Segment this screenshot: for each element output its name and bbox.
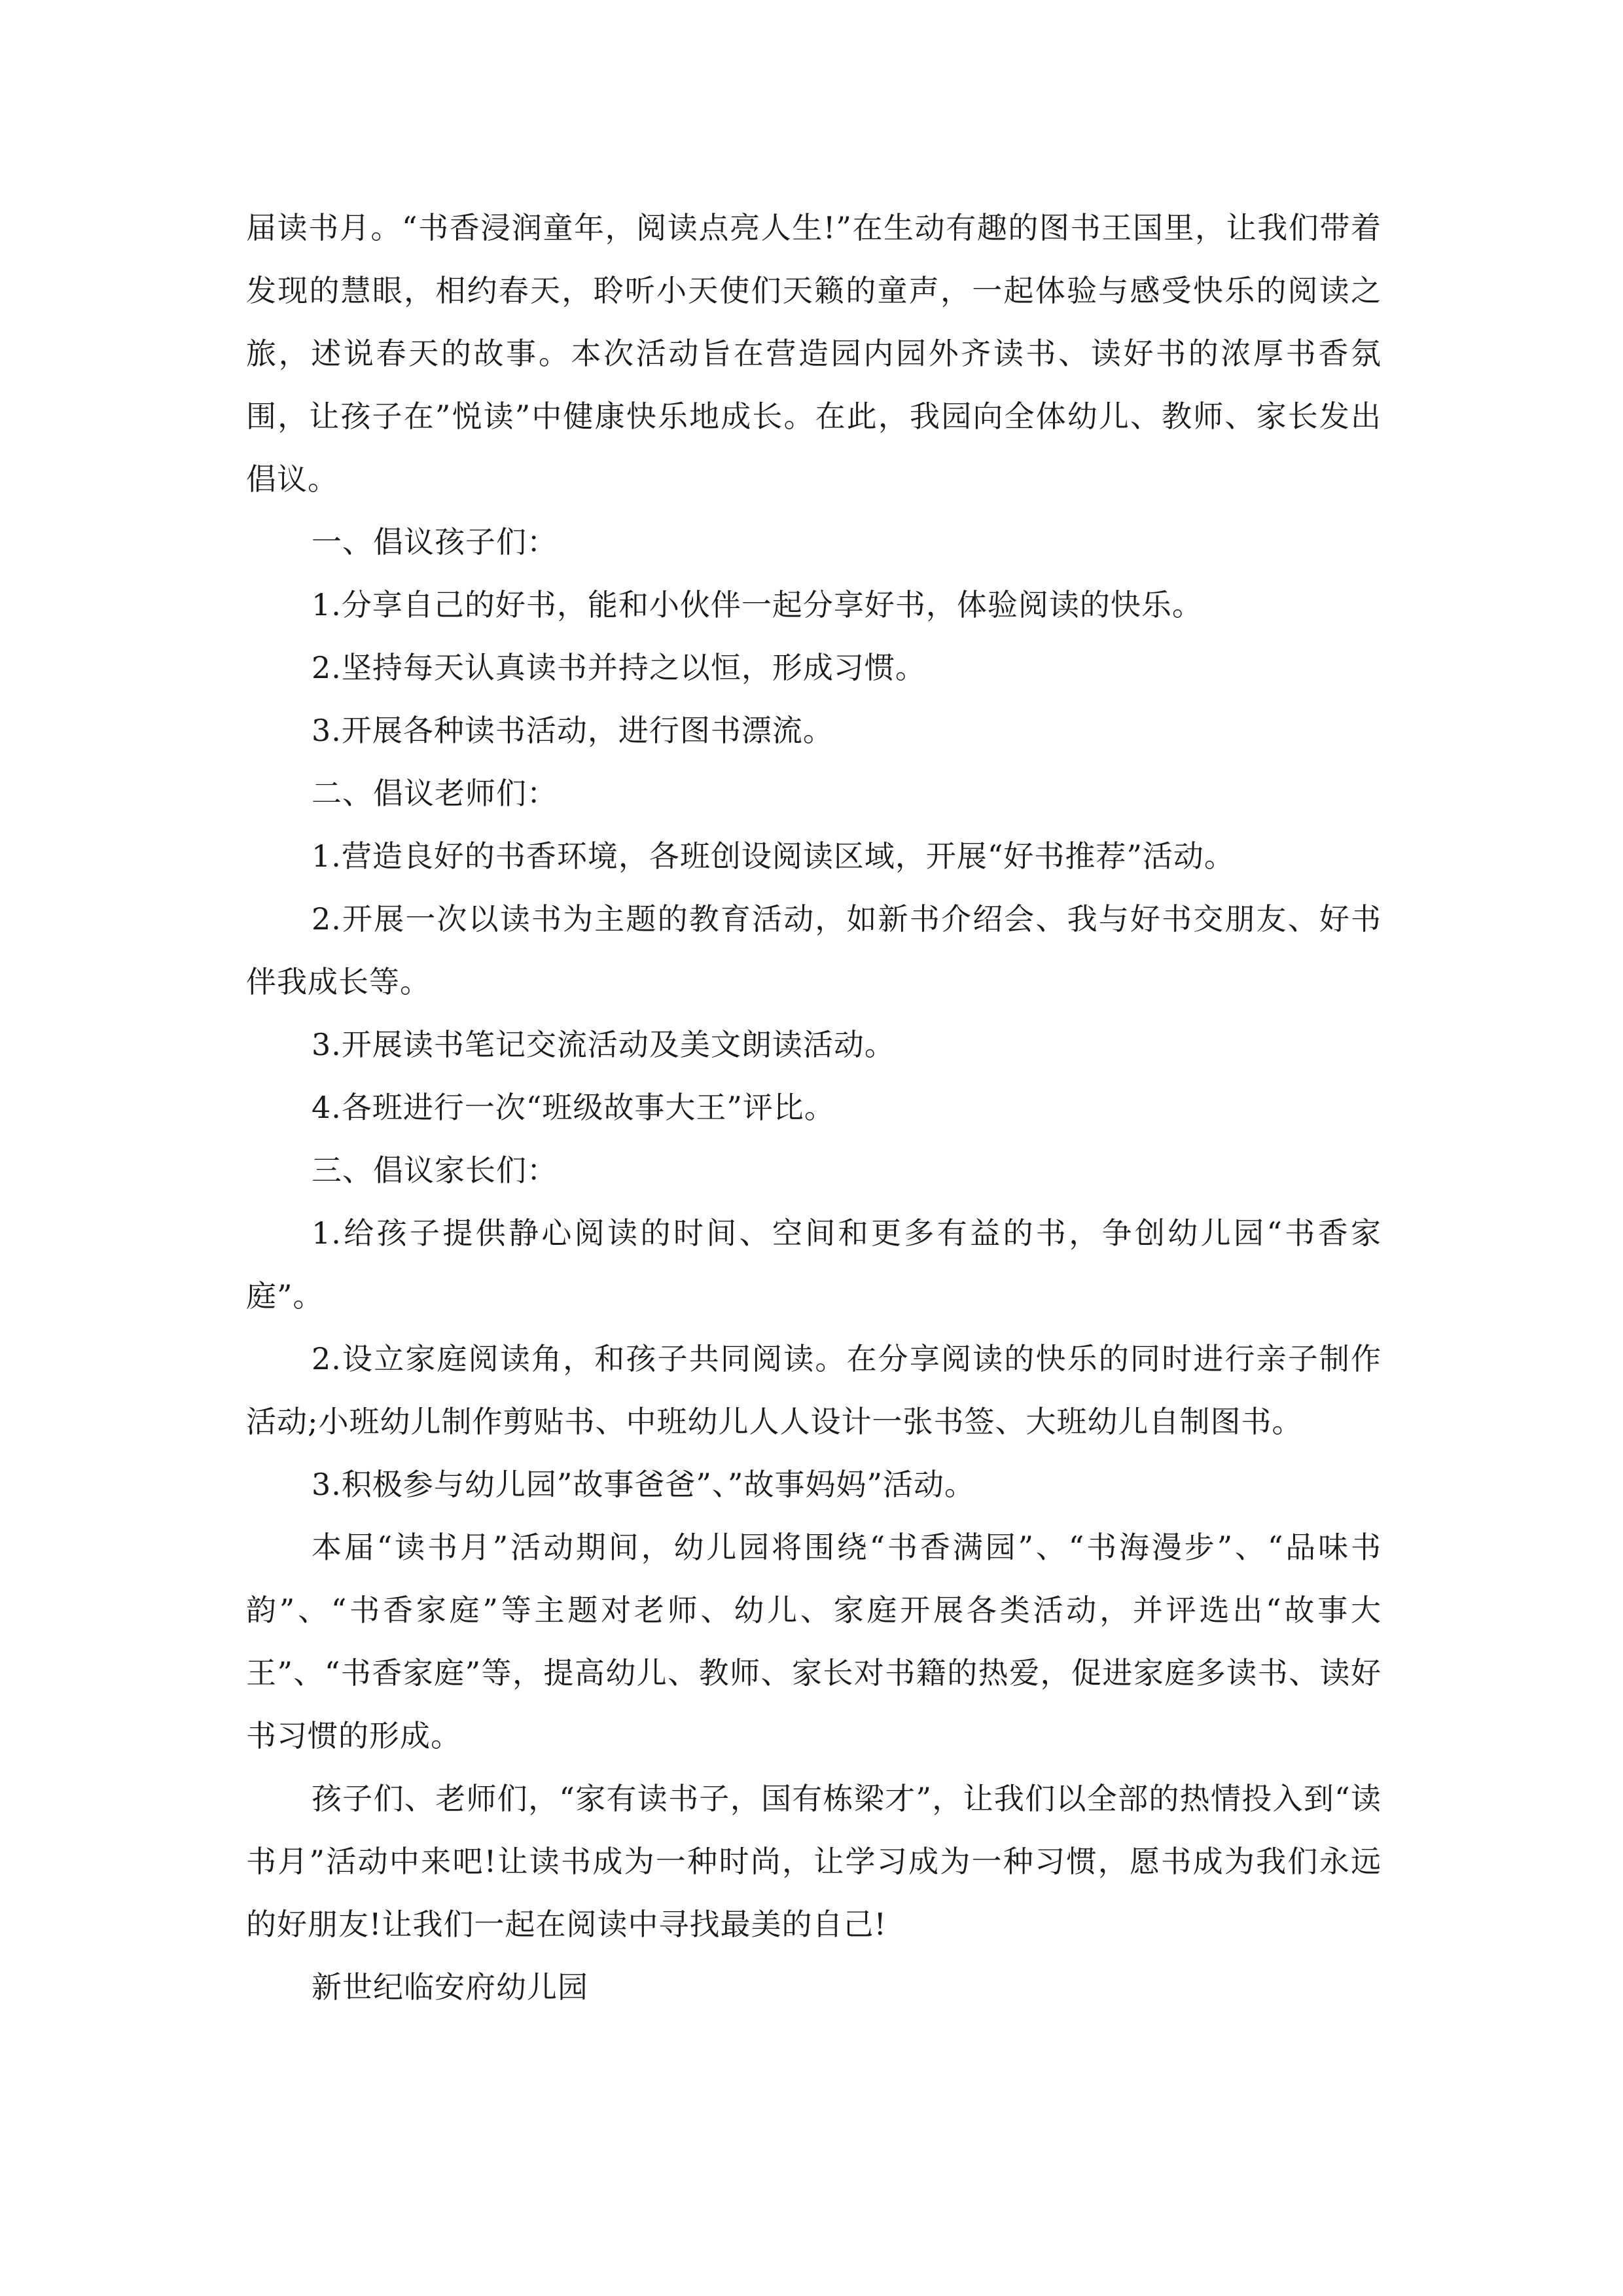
children-item-2: 2.坚持每天认真读书并持之以恒，形成习惯。 [312,650,926,685]
activity-summary-paragraph: 本届“读书月”活动期间，幼儿园将围绕“书香满园”、“书海漫步”、“品味书韵”、“书香家庭”等主题对老师、幼儿、家庭开展各类活动，并评选出“故事大王”、“书香家庭”等，提高幼儿、教师、家长对书籍的热爱，促进家庭多读书、读好书习惯的形成。 [246,1530,1382,1753]
section-heading-parents: 三、倡议家长们： [312,1153,558,1188]
document-page [246,196,1382,2018]
teachers-item-4: 4.各班进行一次“班级故事大王”评比。 [312,1090,835,1125]
parents-item-2: 2.设立家庭阅读角，和孩子共同阅读。在分享阅读的快乐的同时进行亲子制作活动;小班幼儿制作剪贴书、中班幼儿人人设计一张书签、大班幼儿自制图书。 [246,1341,1382,1439]
teachers-item-3: 3.开展读书笔记交流活动及美文朗读活动。 [312,1027,895,1062]
parents-item-3: 3.积极参与幼儿园”故事爸爸”、”故事妈妈”活动。 [312,1467,975,1502]
closing-paragraph: 孩子们、老师们，“家有读书子，国有栋梁才”，让我们以全部的热情投入到“读书月”活动中来吧!让读书成为一种时尚，让学习成为一种习惯，愿书成为我们永远的好朋友!让我们一起在阅读中寻找最美的自己! [246,1781,1382,1942]
signature-line: 新世纪临安府幼儿园 [312,1969,588,2005]
section-heading-children: 一、倡议孩子们： [312,524,558,560]
intro-paragraph: 届读书月。“书香浸润童年，阅读点亮人生!”在生动有趣的图书王国里，让我们带着发现的慧眼，相约春天，聆听小天使们天籁的童声，一起体验与感受快乐的阅读之旅，述说春天的故事。本次活动旨在营造园内园外齐读书、读好书的浓厚书香氛围，让孩子在”悦读”中健康快乐地成长。在此，我园向全体幼儿、教师、家长发出倡议。 [246,210,1382,497]
children-item-3: 3.开展各种读书活动，进行图书漂流。 [312,713,834,748]
teachers-item-1: 1.营造良好的书香环境，各班创设阅读区域，开展“好书推荐”活动。 [312,838,1235,874]
section-heading-teachers: 二、倡议老师们： [312,776,558,811]
teachers-item-2: 2.开展一次以读书为主题的教育活动，如新书介绍会、我与好书交朋友、好书伴我成长等。 [246,901,1382,999]
children-item-1: 1.分享自己的好书，能和小伙伴一起分享好书，体验阅读的快乐。 [312,587,1203,622]
parents-item-1: 1.给孩子提供静心阅读的时间、空间和更多有益的书，争创幼儿园“书香家庭”。 [246,1215,1382,1314]
